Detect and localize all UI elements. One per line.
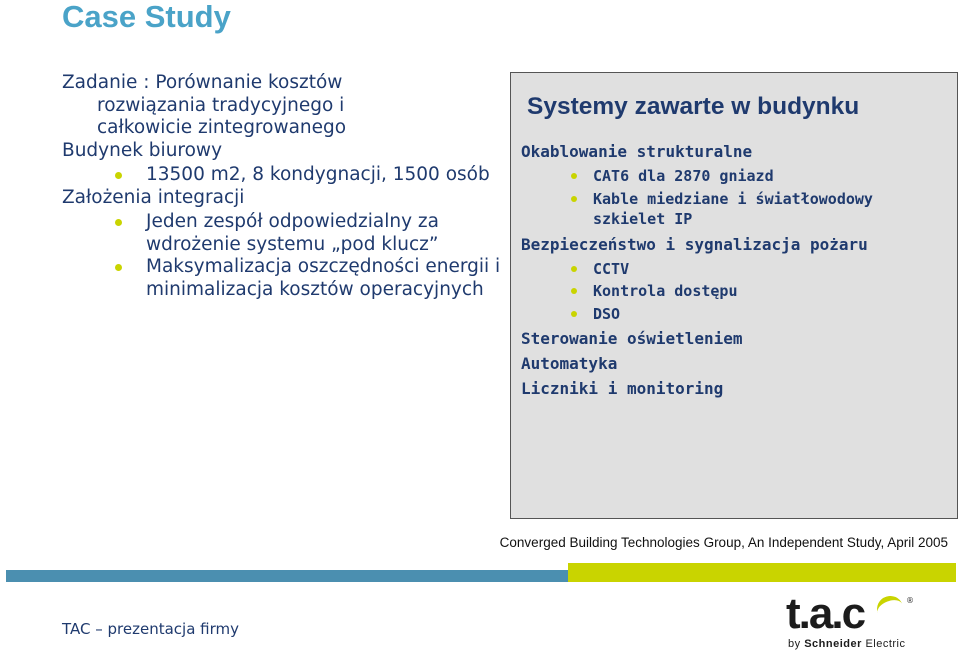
page-title: Case Study [62,0,231,34]
list-item [521,281,951,302]
task-line: rozwiązania tradycyjnego i [97,94,345,116]
metering-heading: Liczniki i monitoring [521,379,724,398]
assumptions-heading: Założenia integracji [62,186,245,208]
footer-band [0,563,960,585]
logo-wordmark: t.a.c [786,589,865,638]
tac-logo [782,589,942,652]
cabling-heading: Okablowanie strukturalne [521,142,753,161]
list-item [62,256,502,301]
list-item [521,304,951,325]
list-item [62,211,502,256]
panel-title: Systemy zawarte w budynku [527,93,860,120]
bullet-icon [571,311,577,317]
list-item [521,259,951,280]
list-item-text: Maksymalizacja oszczędności energii i minimalizacja kosztów operacyjnych [146,256,501,300]
systems-panel [510,72,958,519]
bullet-icon [115,172,122,179]
footer-band-blue [6,570,568,582]
automation-heading: Automatyka [521,354,618,373]
source-citation: Converged Building Technologies Group, An Independent Study, April 2005 [499,535,948,550]
building-heading: Budynek biurowy [62,139,223,161]
list-item-text: DSO [593,304,621,323]
list-item-text: Kontrola dostępu [593,282,738,300]
list-item [62,164,502,187]
task-line: całkowicie zintegrowanego [97,117,347,138]
list-item-text: Kable miedziane i światłowodowy szkielet IP [593,189,873,228]
registered-icon: ® [906,596,914,605]
assumptions-list [62,211,502,301]
bullet-icon [571,288,577,294]
security-heading: Bezpieczeństwo i sygnalizacja pożaru [521,234,868,254]
task-line: Zadanie : Porównanie kosztów [62,72,343,93]
footer-band-green [568,563,956,582]
logo-byline: by Schneider Electric [788,638,906,650]
footer-text: TAC – prezentacja firmy [62,620,239,638]
list-item-text: CCTV [593,259,630,278]
case-description [62,72,502,301]
bullet-icon [115,219,122,226]
systems-list [521,139,951,401]
list-item-text: CAT6 dla 2870 gniazd [593,167,774,185]
swoosh-icon [874,592,907,624]
bullet-icon [571,196,577,202]
bullet-icon [115,264,122,271]
list-item [521,189,951,230]
list-item-text: Jeden zespół odpowiedzialny za wdrożenie systemu „pod klucz” [146,211,439,255]
bullet-icon [571,173,577,179]
list-item [521,166,951,187]
lighting-heading: Sterowanie oświetleniem [521,329,743,348]
list-item-text: 13500 m2, 8 kondygnacji, 1500 osób [146,164,490,185]
bullet-icon [571,266,577,272]
building-list [62,164,502,187]
